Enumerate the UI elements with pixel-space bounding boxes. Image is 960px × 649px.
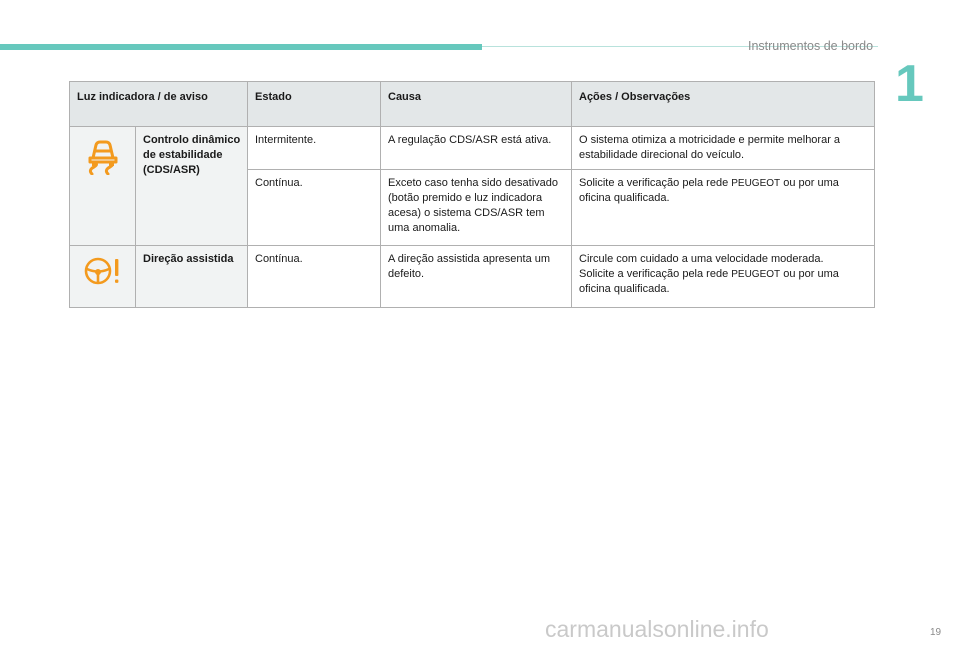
- indicator-icon-cell: [70, 246, 136, 308]
- section-title: Instrumentos de bordo: [748, 39, 874, 53]
- action-cell: [572, 246, 875, 308]
- brand-name: PEUGEOT: [731, 269, 781, 280]
- cause-cell: A direção assistida apresenta um defeito.: [381, 246, 572, 308]
- action-text-suffix: ou por uma oficina qualificada.: [579, 177, 839, 204]
- warning-lights-table: [69, 81, 875, 308]
- state-cell: Contínua.: [248, 170, 381, 246]
- header-state: Estado: [248, 82, 381, 127]
- action-text-prefix: Solicite a verificação pela rede: [579, 268, 732, 280]
- state-cell: Contínua.: [248, 246, 381, 308]
- action-cell: [572, 170, 875, 246]
- indicator-icon-cell: [70, 127, 136, 246]
- header-indicator: Luz indicadora / de aviso: [70, 82, 248, 127]
- header-cause: Causa: [381, 82, 572, 127]
- state-cell: Intermitente.: [248, 127, 381, 170]
- header-accent-bar: [0, 44, 482, 50]
- action-text-suffix: ou por uma oficina qualificada.: [579, 268, 839, 295]
- brand-name: PEUGEOT: [731, 178, 781, 189]
- steering-wheel-warning-icon: [83, 256, 123, 286]
- header-actions: Ações / Observações: [572, 82, 875, 127]
- table-row: [70, 127, 875, 170]
- skid-car-icon: [86, 137, 120, 175]
- indicator-name: Controlo dinâmico de estabilidade (CDS/ASR): [136, 127, 248, 246]
- table-header-row: [70, 82, 875, 127]
- cause-text: A regulação CDS/ASR está ativa.: [388, 134, 552, 146]
- footer-watermark: carmanualsonline.info: [545, 616, 769, 642]
- action-text-prefix: Solicite a verificação pela rede: [579, 177, 732, 189]
- cause-cell: Exceto caso tenha sido desativado (botão premido e luz indicadora acesa) o sistema CDS/ASR tem uma anomalia.: [381, 170, 572, 246]
- action-cell: O sistema otimiza a motricidade e permite melhorar a estabilidade direcional do veículo.: [572, 127, 875, 170]
- indicator-name: Direção assistida: [136, 246, 248, 308]
- table-row: [70, 246, 875, 308]
- page-number: 19: [930, 627, 942, 638]
- action-text-line1: Circule com cuidado a uma velocidade moderada.: [579, 253, 824, 265]
- chapter-number: 1: [895, 55, 924, 113]
- cause-cell: [381, 127, 572, 170]
